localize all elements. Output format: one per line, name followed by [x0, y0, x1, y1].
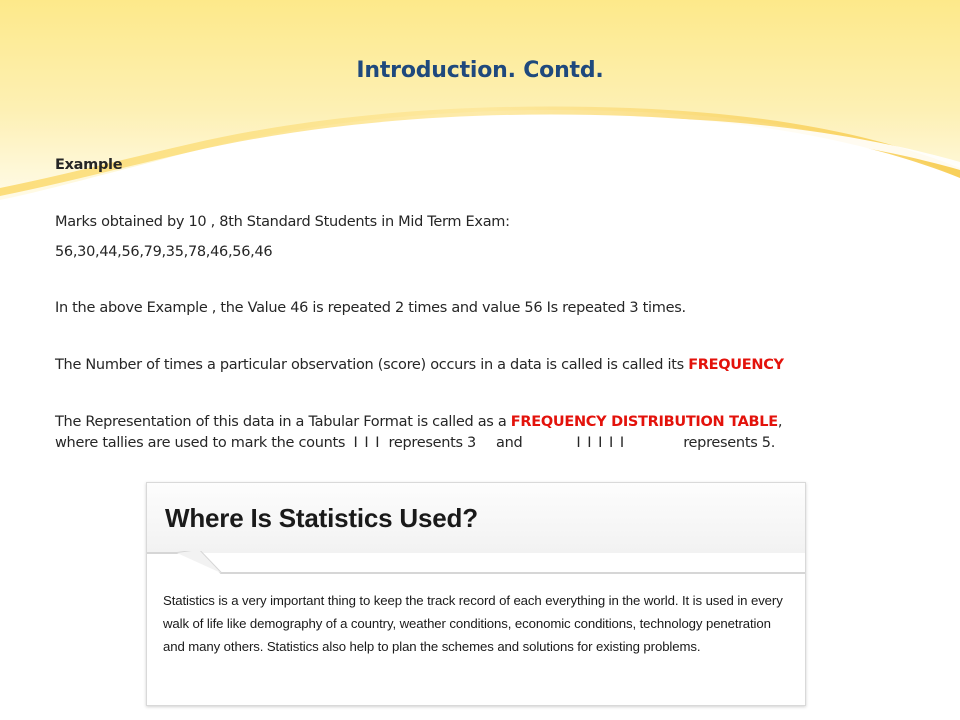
marks-values-text: 56,30,44,56,79,35,78,46,56,46	[55, 244, 273, 260]
embedded-statistics-image	[146, 482, 806, 706]
frequency-term: FREQUENCY	[688, 357, 784, 373]
repeat-note-text: In the above Example , the Value 46 is repeated 2 times and value 56 Is repeated 3 times.	[55, 300, 686, 316]
frequency-definition	[55, 355, 905, 376]
example-label: Example	[55, 157, 123, 173]
slide-title: Introduction. Contd.	[356, 58, 604, 83]
table-definition	[55, 412, 905, 454]
frequency-sentence: The Number of times a particular observation (score) occurs in a data is called is called its	[55, 357, 689, 373]
represents-three: represents 3	[388, 435, 476, 451]
marks-intro-text: Marks obtained by 10 , 8th Standard Students in Mid Term Exam:	[55, 214, 510, 230]
table-sentence: The Representation of this data in a Tabular Format is called as a	[55, 414, 511, 430]
table-comma: ,	[777, 414, 783, 430]
panel-body-text: Statistics is a very important thing to keep the track record of each everything in the world. It is used in every walk of life like demography of a country, weather conditions, economic conditions, technology penetration and many others. Statistics also help to plan the schemes and solutions for existing problems.	[163, 593, 783, 654]
tally-five: I I I I I	[576, 435, 626, 451]
tally-intro: where tallies are used to mark the counts	[55, 435, 346, 451]
panel-divider-notch	[147, 551, 805, 575]
panel-heading: Where Is Statistics Used?	[165, 503, 478, 533]
represents-five: represents 5.	[683, 435, 775, 451]
table-term: FREQUENCY DISTRIBUTION TABLE	[510, 414, 778, 430]
tally-three: I I I	[353, 435, 381, 451]
and-word: and	[496, 435, 523, 451]
